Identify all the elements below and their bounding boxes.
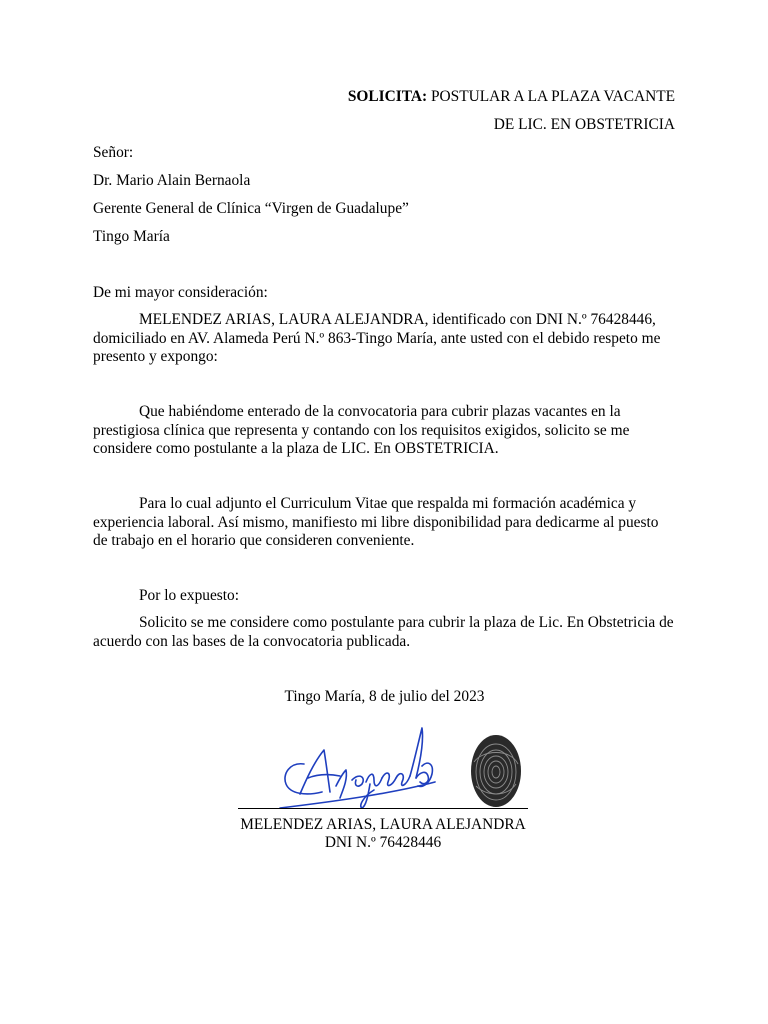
request-paragraph: Solicito se me considere como postulante para cubrir la plaza de Lic. En Obstetricia de acuerdo con las bases de la convocatoria publicada. <box>93 614 674 650</box>
greeting: De mi mayor consideración: <box>93 284 268 301</box>
addressee-city: Tingo María <box>93 228 170 245</box>
subject-label: SOLICITA: <box>347 88 428 105</box>
signer-dni: DNI N.º 76428446 <box>324 834 442 851</box>
paragraph-2: Para lo cual adjunto el Curriculum Vitae que respalda mi formación académica y experiencia laboral. Así mismo, manifiesto mi libre disponibilidad para dedicarme al puesto de trabajo en el horario que consideren conveniente. <box>93 495 659 549</box>
paragraph-1: Que habiéndome enterado de la convocatoria para cubrir plazas vacantes en la prestigiosa clínica que representa y contando con los requisitos exigidos, solicito se me considere como postulante a la plaza de LIC. En OBSTETRICIA. <box>93 403 630 457</box>
subject-line-1 <box>300 88 675 106</box>
signature-line <box>238 808 528 809</box>
subject-text-1: POSTULAR A LA PLAZA VACANTE <box>430 88 675 105</box>
addressee-name: Dr. Mario Alain Bernaola <box>93 172 251 189</box>
handwritten-signature <box>270 722 440 812</box>
por-lo-expuesto: Por lo expuesto: <box>139 587 240 604</box>
intro-paragraph: MELENDEZ ARIAS, LAURA ALEJANDRA, identificado con DNI N.º 76428446, domiciliado en AV. Alameda Perú N.º 863-Tingo María, ante usted con el debido respeto me presento y expongo: <box>93 311 661 365</box>
salutation: Señor: <box>93 144 134 161</box>
addressee-position: Gerente General de Clínica “Virgen de Guadalupe” <box>93 200 409 217</box>
fingerprint-mark <box>468 732 524 810</box>
place-date: Tingo María, 8 de julio del 2023 <box>284 688 485 705</box>
subject-line-2: DE LIC. EN OBSTETRICIA <box>493 116 675 133</box>
signer-name: MELENDEZ ARIAS, LAURA ALEJANDRA <box>240 816 526 833</box>
